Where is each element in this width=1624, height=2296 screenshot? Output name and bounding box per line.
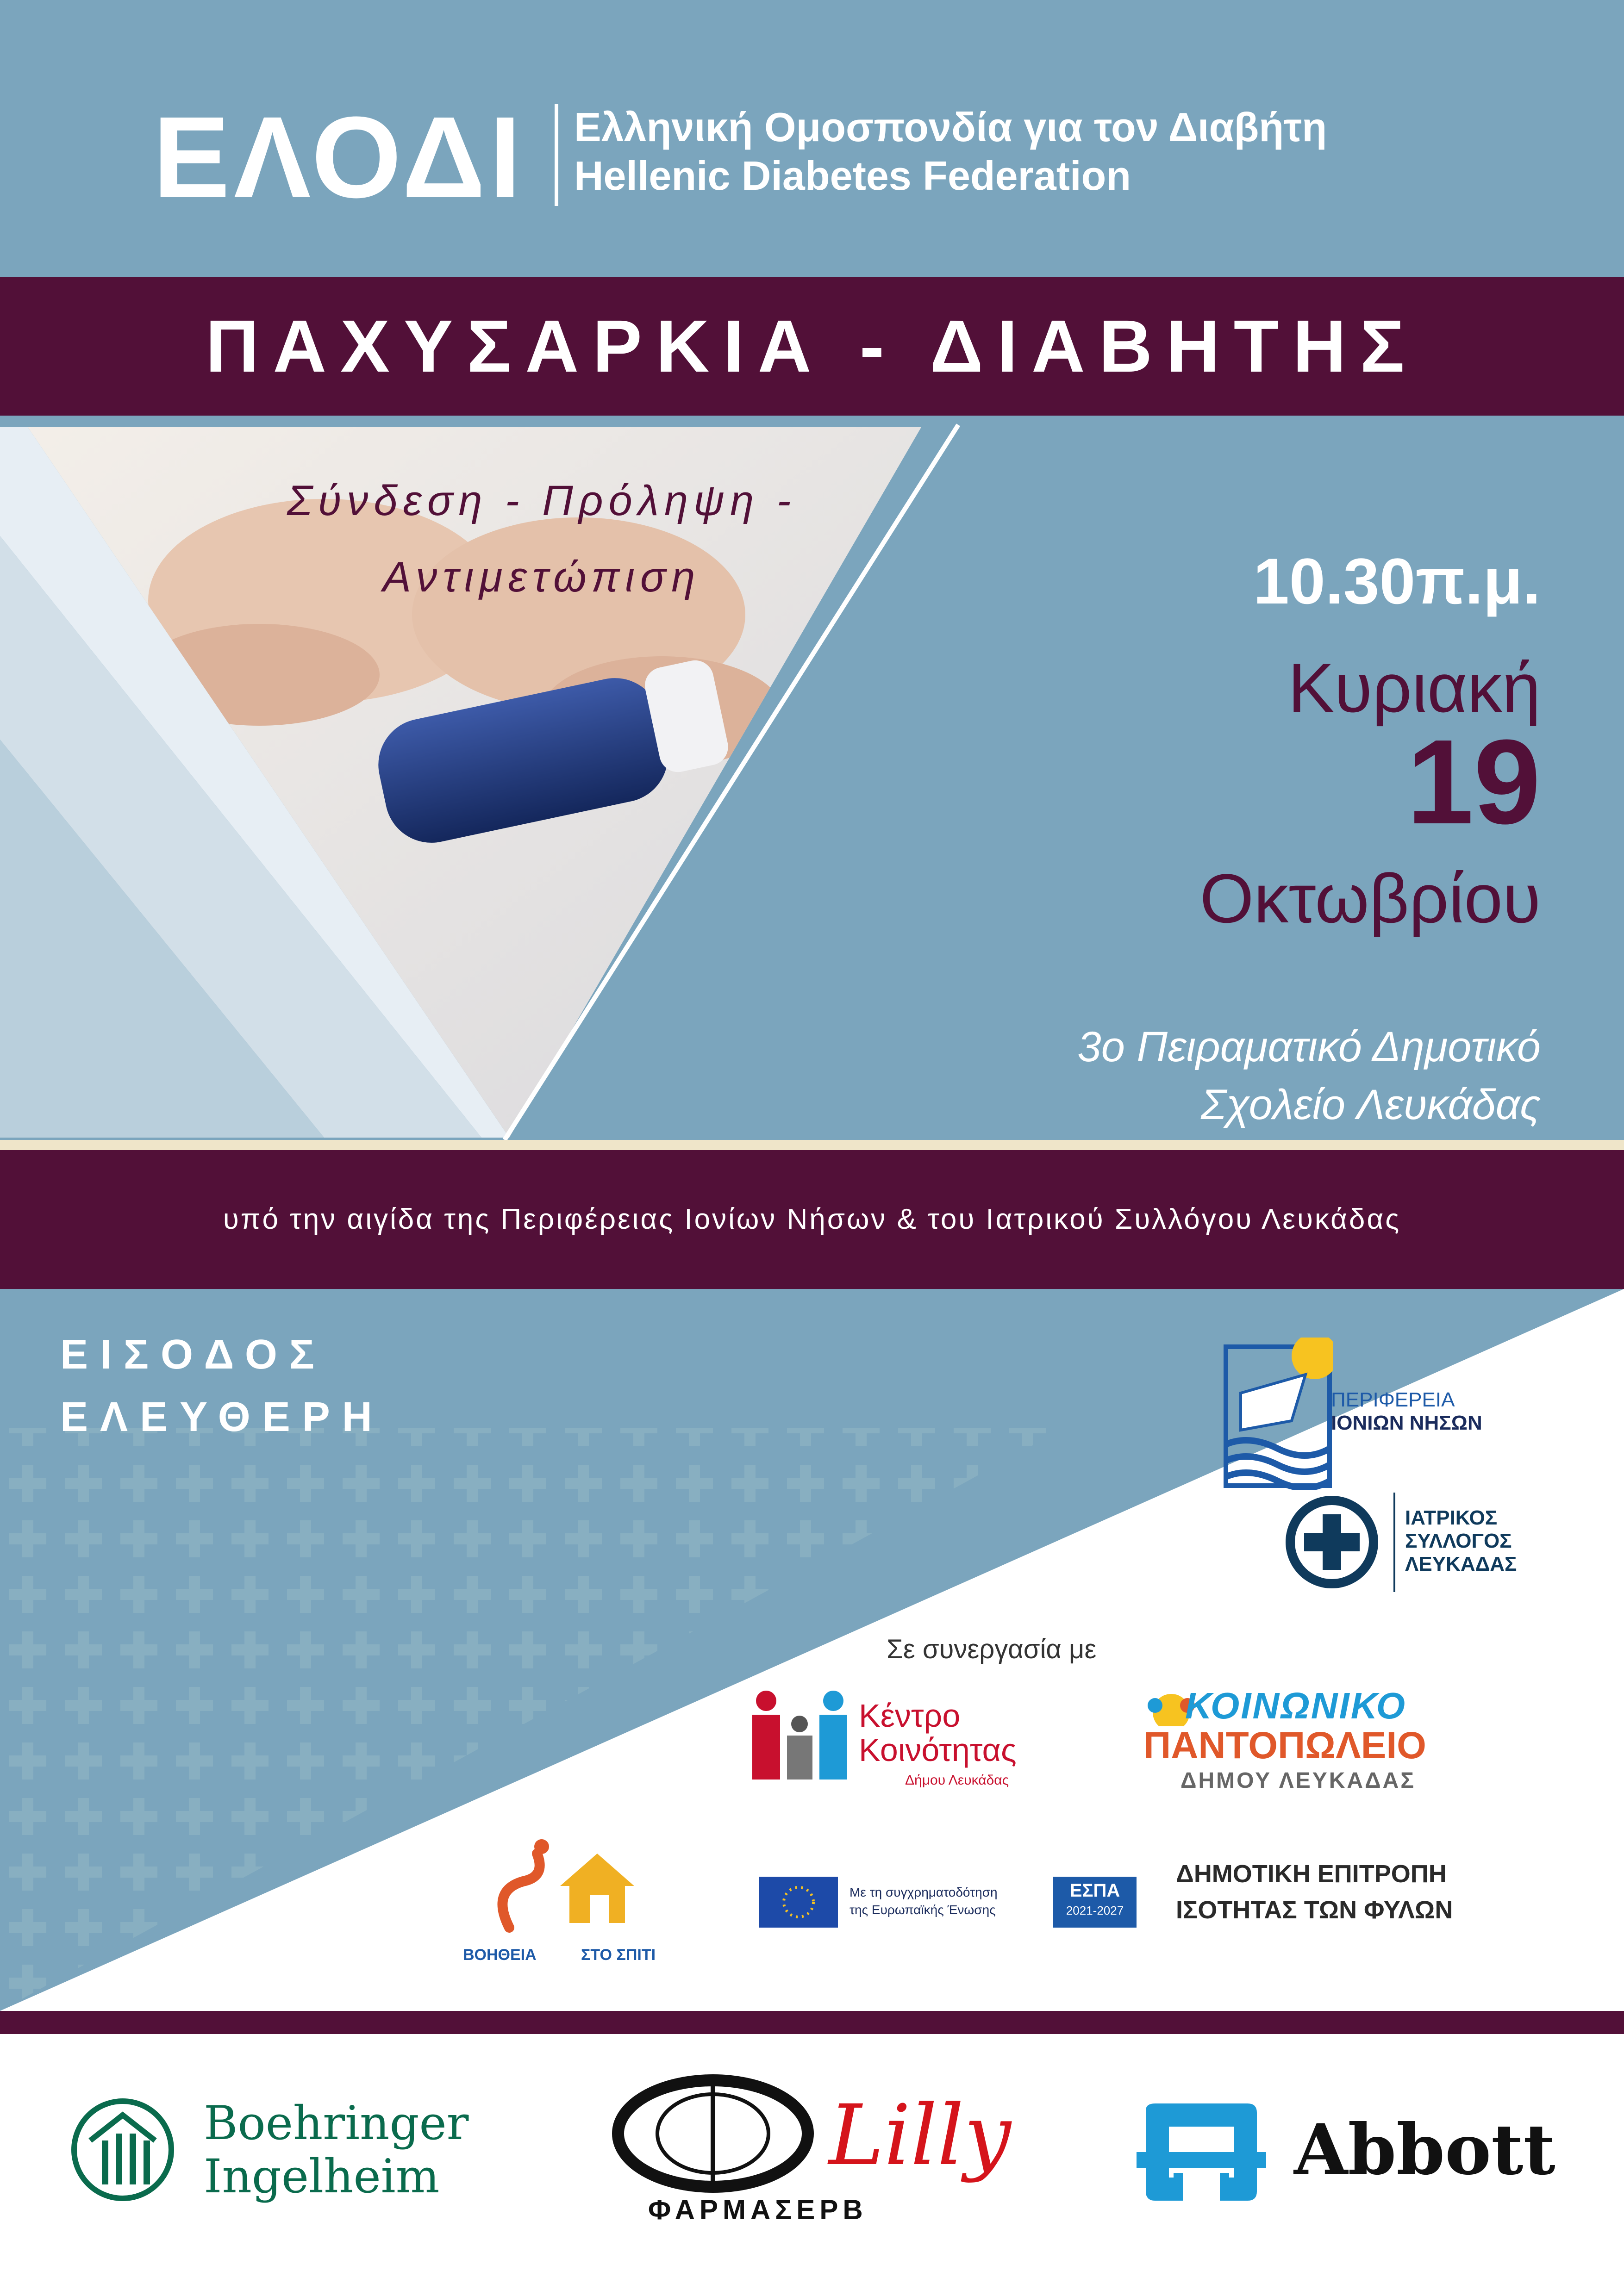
medical-line3: ΛΕΥΚΑΔΑΣ: [1405, 1553, 1517, 1575]
committee-line2: ΙΣΟΤΗΤΑΣ ΤΩΝ ΦΥΛΩΝ: [1176, 1896, 1453, 1924]
pharmaserv-emblem-icon: [611, 2073, 815, 2194]
event-day: 19: [1406, 715, 1541, 849]
boehringer-logo: [69, 2092, 486, 2212]
event-weekday: Κυριακή: [1288, 649, 1541, 727]
org-name-english: Hellenic Diabetes Federation: [574, 153, 1131, 199]
elodi-logo: ΕΛΟΔΙ: [153, 93, 525, 222]
community-people-icon: [748, 1689, 852, 1780]
org-name-greek: Ελληνική Ομοσπονδία για τον Διαβήτη: [574, 104, 1327, 150]
boehringer-emblem-icon: [69, 2097, 176, 2203]
espa-badge: [1053, 1877, 1137, 1928]
tagline-line2: Αντιμετώπιση: [382, 554, 701, 601]
event-month: Οκτωβρίου: [1199, 859, 1541, 937]
cooperation-label: Σε συνεργασία με: [887, 1634, 1097, 1664]
entry-line1: ΕΙΣΟΔΟΣ: [60, 1332, 326, 1378]
committee-line1: ΔΗΜΟΤΙΚΗ ΕΠΙΤΡΟΠΗ: [1176, 1860, 1447, 1888]
medical-line1: ΙΑΤΡΙΚΟΣ: [1405, 1506, 1498, 1529]
community-center-logo: [748, 1689, 1081, 1805]
medical-association-logo: [1282, 1493, 1542, 1594]
abbott-emblem-icon: [1137, 2099, 1266, 2205]
tagline-line1: Σύνδεση - Πρόληψη -: [287, 477, 797, 524]
medical-divider: [1393, 1493, 1395, 1592]
ionian-region-logo: [1222, 1338, 1495, 1490]
entry-line2: ΕΛΕΥΘΕΡΗ: [60, 1394, 384, 1440]
kentro-sub: Δήμου Λευκάδας: [905, 1773, 1009, 1788]
eu-line1: Με τη συγχρηματοδότηση: [849, 1885, 998, 1899]
espa-label: ΕΣΠΑ: [1069, 1880, 1120, 1901]
region-line1: ΠΕΡΙΦΕΡΕΙΑ: [1331, 1388, 1455, 1411]
eu-line2: της Ευρωπαϊκής Ένωσης: [849, 1903, 996, 1917]
region-line2: ΙΟΝΙΩΝ ΝΗΣΩΝ: [1331, 1412, 1482, 1434]
bi-line2: Ingelheim: [204, 2149, 440, 2203]
home-help-a: ΒΟΗΘΕΙΑ: [463, 1946, 537, 1964]
grocery-line2: ΠΑΝΤΟΠΩΛΕΙΟ: [1143, 1724, 1426, 1767]
medical-text: [1405, 1506, 1517, 1576]
home-help-icon: [481, 1835, 634, 1941]
event-time: 10.30π.μ.: [1253, 545, 1541, 617]
social-grocery-logo: [1139, 1685, 1463, 1796]
venue-line2: Σχολείο Λευκάδας: [1200, 1081, 1541, 1128]
lilly-pharmaserv-logo: [611, 2073, 1028, 2231]
free-entry: [60, 1324, 384, 1449]
medical-cross-icon: [1282, 1493, 1382, 1592]
eu-flag-icon: [759, 1877, 838, 1928]
lilly-wordmark: Lilly: [829, 2087, 1011, 2184]
tagline: [194, 463, 889, 616]
bi-line1: Boehringer: [204, 2096, 469, 2150]
abbott-wordmark: Abbott: [1294, 2109, 1555, 2190]
medical-line2: ΣΥΛΛΟΓΟΣ: [1405, 1530, 1512, 1552]
grocery-line3: ΔΗΜΟΥ ΛΕΥΚΑΔΑΣ: [1181, 1768, 1416, 1793]
espa-years: 2021-2027: [1066, 1904, 1124, 1917]
kentro-line1: Κέντρο: [859, 1698, 961, 1734]
abbott-logo: [1137, 2099, 1576, 2205]
pharmaserv-wordmark: ΦΑΡΜΑΣΕΡΒ: [648, 2194, 868, 2225]
cream-divider: [0, 1140, 1624, 1150]
venue-line1: 3ο Πειραματικό Δημοτικό: [1077, 1023, 1541, 1070]
logo-divider: [555, 104, 558, 206]
event-title: ΠΑΧΥΣΑΡΚΙΑ - ΔΙΑΒΗΤΗΣ: [206, 305, 1418, 387]
auspices-text: υπό την αιγίδα της Περιφέρειας Ιονίων Νήσων & του Ιατρικού Συλλόγου Λευκάδας: [223, 1203, 1401, 1235]
eu-funding-logo: [759, 1877, 1139, 1928]
home-help-logo: [444, 1830, 704, 1979]
sponsor-divider: [0, 2011, 1624, 2034]
kentro-line2: Κοινότητας: [859, 1732, 1017, 1768]
region-emblem-icon: [1222, 1338, 1333, 1490]
home-help-b: ΣΤΟ ΣΠΙΤΙ: [581, 1946, 656, 1964]
equality-committee: [1176, 1856, 1453, 1928]
grocery-line1: ΚΟΙΝΩΝΙΚΟ: [1185, 1685, 1406, 1726]
